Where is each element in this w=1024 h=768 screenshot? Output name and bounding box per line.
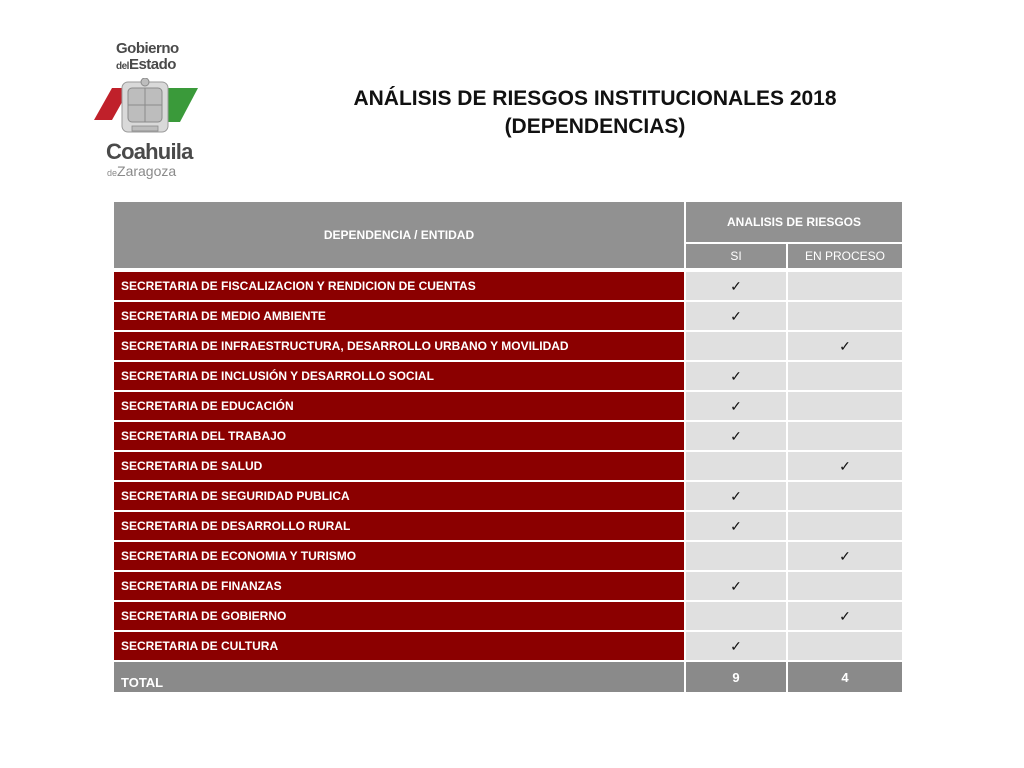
table-row	[114, 542, 902, 572]
row-en-proceso-check: ✓	[788, 332, 902, 362]
row-si-check	[686, 542, 788, 572]
row-si-check: ✓	[686, 632, 788, 662]
row-en-proceso-check	[788, 272, 902, 302]
row-dependency-name: SECRETARIA DE EDUCACIÓN	[114, 392, 686, 422]
table-row	[114, 572, 902, 602]
row-dependency-name: SECRETARIA DE SEGURIDAD PUBLICA	[114, 482, 686, 512]
row-si-check: ✓	[686, 392, 788, 422]
page-title-line2: (DEPENDENCIAS)	[504, 115, 686, 138]
logo-text-coahuila: Coahuila	[106, 139, 193, 164]
row-en-proceso-check	[788, 572, 902, 602]
row-dependency-name: SECRETARIA DE GOBIERNO	[114, 602, 686, 632]
logo-text-de: de	[107, 168, 118, 178]
header-analysis-group: ANALISIS DE RIESGOS	[686, 202, 902, 244]
logo-text-del-estado	[116, 57, 176, 72]
page-title-line1: ANÁLISIS DE RIESGOS INSTITUCIONALES 2018	[353, 87, 837, 110]
header-entity: DEPENDENCIA / ENTIDAD	[114, 202, 686, 268]
row-dependency-name: SECRETARIA DE FISCALIZACION Y RENDICION DE CUENTAS	[114, 272, 686, 302]
row-si-check: ✓	[686, 302, 788, 332]
header-en-proceso: EN PROCESO	[788, 244, 902, 268]
risk-analysis-table	[114, 202, 902, 692]
row-en-proceso-check	[788, 392, 902, 422]
row-si-check	[686, 602, 788, 632]
row-dependency-name: SECRETARIA DE INFRAESTRUCTURA, DESARROLLO URBANO Y MOVILIDAD	[114, 332, 686, 362]
table-row	[114, 422, 902, 452]
row-dependency-name: SECRETARIA DE INCLUSIÓN Y DESARROLLO SOCIAL	[114, 362, 686, 392]
row-en-proceso-check: ✓	[788, 452, 902, 482]
row-en-proceso-check: ✓	[788, 602, 902, 632]
row-si-check: ✓	[686, 362, 788, 392]
row-si-check: ✓	[686, 512, 788, 542]
header-row	[114, 202, 902, 244]
table-row	[114, 392, 902, 422]
row-dependency-name: SECRETARIA DE DESARROLLO RURAL	[114, 512, 686, 542]
row-en-proceso-check	[788, 512, 902, 542]
row-si-check	[686, 452, 788, 482]
page-title	[300, 85, 890, 141]
coat-of-arms-icon	[92, 78, 202, 140]
table-row	[114, 302, 902, 332]
row-en-proceso-check	[788, 482, 902, 512]
table-row	[114, 362, 902, 392]
header-si: SI	[686, 244, 788, 268]
logo-text-de-zaragoza	[107, 164, 176, 178]
row-en-proceso-check	[788, 362, 902, 392]
row-si-check: ✓	[686, 482, 788, 512]
row-en-proceso-check	[788, 632, 902, 662]
total-row	[114, 662, 902, 692]
row-en-proceso-check: ✓	[788, 542, 902, 572]
row-si-check: ✓	[686, 422, 788, 452]
table-row	[114, 632, 902, 662]
row-dependency-name: SECRETARIA DEL TRABAJO	[114, 422, 686, 452]
row-dependency-name: SECRETARIA DE MEDIO AMBIENTE	[114, 302, 686, 332]
total-en-proceso: 4	[788, 662, 902, 692]
row-si-check: ✓	[686, 272, 788, 302]
row-dependency-name: SECRETARIA DE CULTURA	[114, 632, 686, 662]
row-si-check: ✓	[686, 572, 788, 602]
row-en-proceso-check	[788, 302, 902, 332]
table-row	[114, 332, 902, 362]
coahuila-government-logo	[92, 38, 202, 180]
total-label: TOTAL	[114, 662, 686, 692]
logo-text-gobierno: Gobierno	[116, 40, 179, 57]
table-row	[114, 272, 902, 302]
table-row	[114, 482, 902, 512]
table-row	[114, 512, 902, 542]
logo-text-del: del	[116, 61, 129, 72]
table-row	[114, 452, 902, 482]
row-dependency-name: SECRETARIA DE ECONOMIA Y TURISMO	[114, 542, 686, 572]
row-si-check	[686, 332, 788, 362]
row-dependency-name: SECRETARIA DE SALUD	[114, 452, 686, 482]
logo-text-zaragoza: Zaragoza	[117, 163, 177, 179]
table-row	[114, 602, 902, 632]
total-si: 9	[686, 662, 788, 692]
logo-text-estado: Estado	[128, 56, 176, 73]
row-dependency-name: SECRETARIA DE FINANZAS	[114, 572, 686, 602]
row-en-proceso-check	[788, 422, 902, 452]
